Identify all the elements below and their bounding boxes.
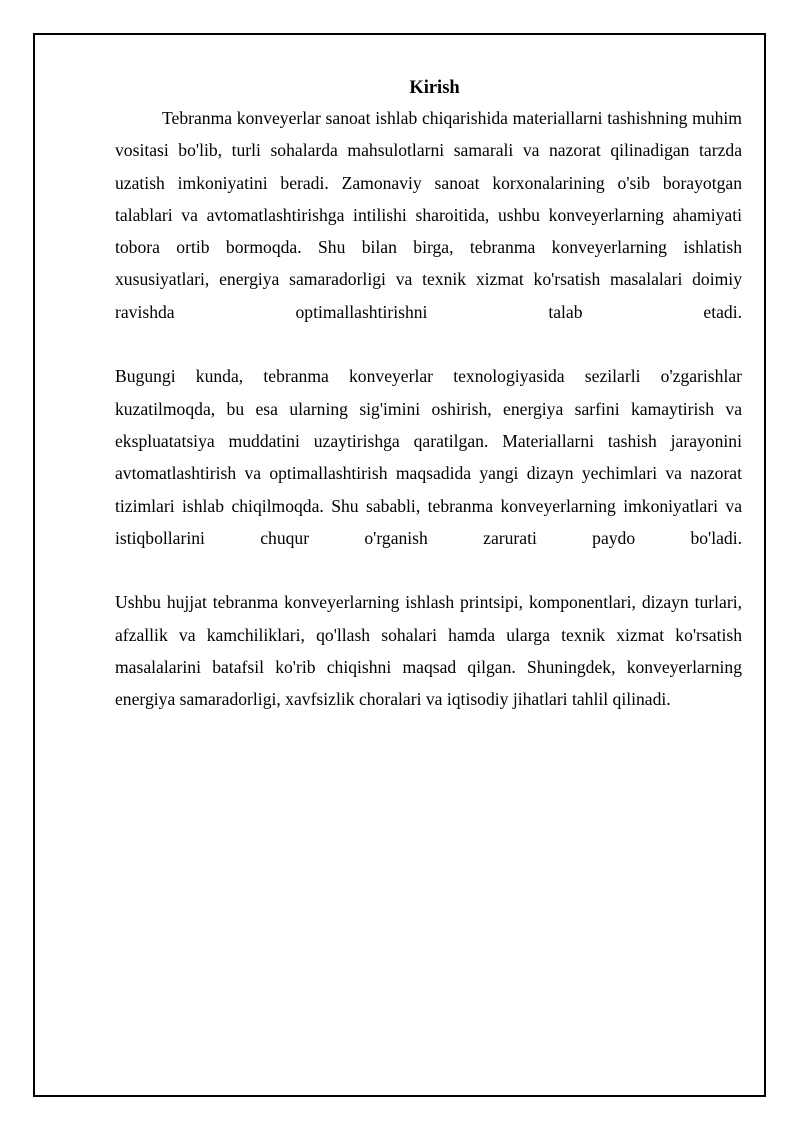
paragraph-3: Ushbu hujjat tebranma konveyerlarning ishlash printsipi, komponentlari, dizayn turlari, afzallik va kamchiliklari, qo'llash sohalari hamda ularga texnik xizmat ko'rsatish masalalarini batafsil ko'rib chiqishni maqsad qilgan. Shuningdek, konveyerlarning energiya samaradorligi, xavfsizlik choralari va iqtisodiy jihatlari tahlil qilinadi. bbox=[115, 592, 742, 710]
paragraph-2: Bugungi kunda, tebranma konveyerlar texnologiyasida sezilarli o'zgarishlar kuzatilmoqda, bu esa ularning sig'imini oshirish, energiya sarfini kamaytirish va ekspluatatsiya muddatini uzaytirishga qaratilgan. Materiallarni tashish jarayonini avtomatlashtirish va optimallashtirish maqsadida yangi dizayn yechimlari va nazorat tizimlari ishlab chiqilmoqda. Shu sababli, tebranma konveyerlarning imkoniyatlari va istiqbollarini chuqur o'rganish zarurati paydo bo'ladi. bbox=[115, 366, 742, 548]
document-body bbox=[115, 74, 742, 716]
section-title: Kirish bbox=[409, 78, 460, 98]
paragraph-spacer bbox=[115, 328, 742, 360]
paragraph-spacer bbox=[115, 554, 742, 586]
paragraph-1: Tebranma konveyerlar sanoat ishlab chiqarishida materiallarni tashishning muhim vositasi bo'lib, turli sohalarda mahsulotlarni samarali va nazorat qilinadigan tarzda uzatish imkoniyatini beradi. Zamonaviy sanoat korxonalarining o'sib borayotgan talablari va avtomatlashtirishga intilishi sharoitida, ushbu konveyerlarning ahamiyati tobora ortib bormoqda. Shu bilan birga, tebranma konveyerlarning ishlatish xususiyatlari, energiya samaradorligi va texnik xizmat ko'rsatish masalalari doimiy ravishda optimallashtirishni talab etadi. bbox=[115, 108, 742, 322]
